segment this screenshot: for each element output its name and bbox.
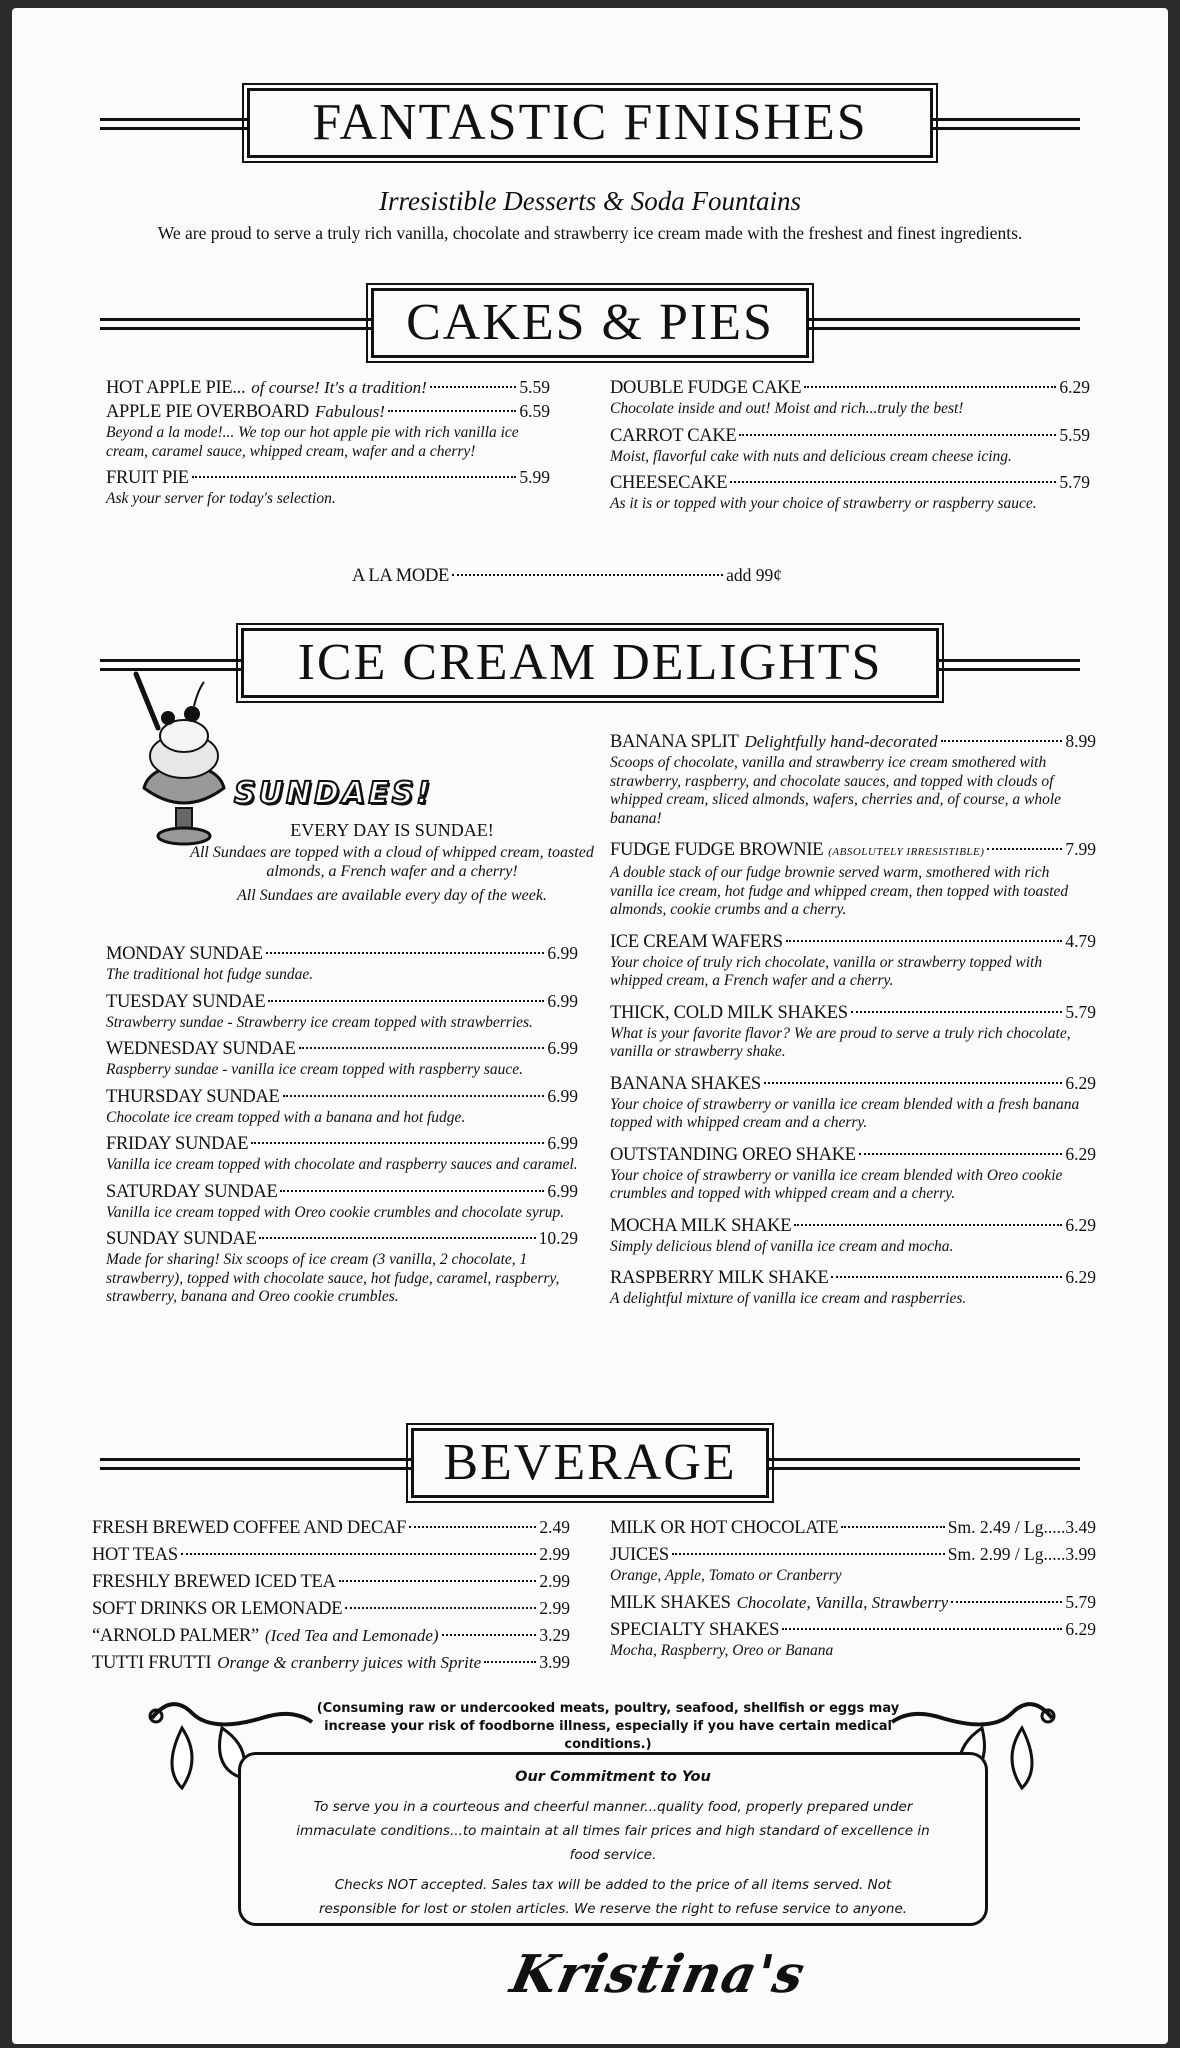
leader-dots [339,1580,537,1582]
menu-item-line [106,376,550,400]
leader-dots [283,1095,545,1097]
leader-dots [941,740,1063,742]
sundaes-note-text: All Sundaes are topped with a cloud of whipped cream, toasted almonds, a French wafer and a cherry! [190,844,594,880]
menu-item [106,376,550,400]
leader-dots [388,410,517,412]
leader-dots [268,1000,544,1002]
menu-item-tagline: Orange & cranberry juices with Sprite [217,1653,482,1672]
leader-dots [764,1082,1063,1084]
menu-item-tagline: Delightfully hand-decorated [744,732,938,751]
sundaes-note2-text: All Sundaes are available every day of the week. [237,887,547,904]
menu-item-line [92,1597,570,1621]
commitment-text-1: To serve you in a courteous and cheerful manner...quality food, properly prepared under immaculate conditions...to maintain at all times fair prices and high standard of excellence in food service. [296,1799,930,1863]
menu-item-name: MONDAY SUNDAE [106,944,263,964]
menu-item-line [106,1132,578,1156]
menu-item [610,1543,1096,1586]
leader-dots [345,1607,536,1609]
menu-item [106,1037,578,1080]
kristinas-logo: Kristina's [505,1944,811,2005]
menu-item-name: TUESDAY SUNDAE [106,991,266,1012]
leader-dots [672,1553,945,1555]
sundaes-note [182,843,602,910]
leader-dots [859,1153,1063,1155]
beverage-banner [12,1428,1168,1500]
menu-item-price: 6.99 [547,1133,578,1153]
menu-item-name: APPLE PIE OVERBOARD [106,402,309,422]
menu-item [106,990,578,1033]
leader-dots [951,1601,1062,1603]
leader-dots [484,1661,536,1663]
menu-item [106,942,578,985]
menu-item-price: 5.79 [1065,1591,1096,1612]
menu-item-name: FUDGE FUDGE BROWNIE [610,840,824,860]
menu-item [610,376,1090,419]
menu-item-description: A delightful mixture of vanilla ice cream and raspberries. [610,1290,967,1307]
menu-item-line [106,1180,578,1204]
menu-item [92,1570,570,1594]
menu-item-price: 2.99 [539,1571,570,1591]
menu-item-line [106,1085,578,1109]
menu-item-line [92,1516,570,1540]
menu-item-line [92,1543,570,1567]
leader-dots [430,386,517,388]
menu-item-price: 5.79 [1059,472,1090,492]
menu-item-name: HOT APPLE PIE... [106,378,246,398]
menu-item-description: What is your favorite flavor? We are proud to serve a truly rich chocolate, vanilla or strawberry shake. [610,1024,1071,1060]
menu-item [106,400,550,461]
cakes-left-column [106,376,550,514]
menu-item-line [106,1037,578,1061]
menu-item-description: Chocolate ice cream topped with a banana and hot fudge. [106,1108,466,1126]
leader-dots [782,1628,1062,1630]
menu-item [610,730,1096,828]
menu-page [12,8,1168,2044]
menu-item [92,1516,570,1540]
menu-item [610,1143,1096,1204]
sundaes-title: SUNDAES! [234,776,433,811]
menu-item-price: 6.99 [547,1180,578,1201]
leader-dots [266,952,545,954]
menu-item-line [106,990,578,1014]
icecream-title: ICE CREAM DELIGHTS [241,628,939,698]
menu-item-line [610,1618,1096,1642]
menu-item [106,1180,578,1223]
menu-item-description: Strawberry sundae - Strawberry ice cream topped with strawberries. [106,1013,533,1031]
menu-item-description: Your choice of strawberry or vanilla ice cream blended with a fresh banana topped with whipped cream and a cherry. [610,1095,1080,1131]
menu-item-line [610,930,1096,954]
menu-item-description: Made for sharing! Six scoops of ice cream (3 vanilla, 2 chocolate, 1 strawberry), topped with chocolate sauce, hot fudge, caramel, raspberry, strawberry, banana and Oreo cookie crumbles. [106,1251,560,1305]
page-subtitle: Irresistible Desserts & Soda Fountains [379,186,801,216]
cakes-right-column [610,376,1090,519]
menu-item-price: 6.29 [1065,1618,1096,1639]
menu-item-price: Sm. 2.99 / Lg.....3.99 [947,1544,1096,1564]
menu-item-line [106,466,550,490]
menu-item [610,1214,1096,1257]
menu-item-line [92,1651,570,1675]
menu-item-description: Simply delicious blend of vanilla ice cream and mocha. [610,1237,954,1255]
commitment-text-2: Checks NOT accepted. Sales tax will be added to the price of all items served. Not responsible for lost or stolen articles. We reserve the right to refuse service to anyone. [318,1877,908,1917]
leader-dots [739,434,1056,436]
menu-item-description: The traditional hot fudge sundae. [106,966,314,983]
menu-item-description: Raspberry sundae - vanilla ice cream topped with raspberry sauce. [106,1061,523,1078]
menu-item-line [106,1227,578,1251]
menu-item-name: OUTSTANDING OREO SHAKE [610,1144,856,1165]
menu-item-name: BANANA SPLIT [610,732,739,752]
menu-item-line [610,424,1090,448]
menu-item [106,466,550,509]
menu-item [106,1132,578,1175]
sundaes-heading [234,776,474,811]
menu-item-name: WEDNESDAY SUNDAE [106,1039,296,1059]
menu-item-name: SOFT DRINKS OR LEMONADE [92,1599,343,1619]
menu-item-description: Scoops of chocolate, vanilla and strawberry ice cream smothered with strawberry, raspberry, and chocolate sauces, and topped with clouds of whipped cream, sliced almonds, wafers, cherries and, of course, a whole banana! [610,754,1062,827]
menu-item [106,1085,578,1128]
menu-item [92,1543,570,1567]
menu-item-description: Vanilla ice cream topped with chocolate and raspberry sauces and caramel. [106,1156,578,1173]
leader-dots [794,1224,1062,1226]
everyday-text: EVERY DAY IS SUNDAE! [290,820,494,840]
menu-item-name: BANANA SHAKES [610,1073,761,1094]
menu-item-tagline: Chocolate, Vanilla, Strawberry [736,1592,949,1612]
menu-item-price: 3.29 [539,1625,570,1645]
menu-item-line [610,730,1096,754]
menu-item-price: 6.29 [1059,377,1090,397]
menu-item-price: 6.59 [519,401,550,421]
menu-item-description: Vanilla ice cream topped with Oreo cookie crumbles and chocolate syrup. [106,1203,565,1221]
menu-item-line [610,471,1090,495]
menu-item-name: HOT TEAS [92,1545,178,1565]
menu-item-line [610,1591,1096,1615]
leader-dots [841,1526,945,1528]
menu-item-name: DOUBLE FUDGE CAKE [610,378,802,398]
menu-item-price: 10.29 [538,1228,578,1248]
alamode-price: add 99¢ [726,565,782,585]
menu-item-description: Your choice of strawberry or vanilla ice cream blended with Oreo cookie crumbles and topped with whipped cream and a cherry. [610,1166,1063,1202]
menu-item-name: TUTTI FRUTTI [92,1653,212,1673]
menu-item-line [610,1001,1096,1025]
leader-dots [831,1276,1062,1278]
menu-item-price: 5.59 [519,377,550,397]
menu-item-line [610,376,1090,400]
menu-item-description: Chocolate inside and out! Moist and rich...truly the best! [610,400,964,417]
menu-item-note: (ABSOLUTELY IRRESISTIBLE) [828,846,985,858]
menu-item-line [610,1516,1096,1540]
commitment-title: Our Commitment to You [515,1769,711,1785]
menu-item-price: 8.99 [1065,731,1096,751]
menu-item [610,838,1096,920]
icecream-right-column [610,730,1096,1319]
leader-dots [299,1047,545,1049]
menu-item-line [92,1624,570,1648]
menu-item-name: CARROT CAKE [610,425,737,446]
foodborne-warning: (Consuming raw or undercooked meats, poultry, seafood, shellfish or eggs may increase your risk of foodborne illness, especially if you have certain medical conditions.) [316,1701,900,1752]
menu-item [610,1591,1096,1615]
sundaes-list [106,942,578,1312]
menu-item-name: FRUIT PIE [106,468,189,488]
menu-item-name: MILK SHAKES [610,1592,731,1613]
menu-item-price: 5.59 [1059,424,1090,445]
menu-item [610,930,1096,991]
leader-dots [786,940,1063,942]
menu-item-name: SUNDAY SUNDAE [106,1229,257,1249]
alamode-name: A LA MODE [352,566,449,586]
menu-item-line [610,838,1096,864]
menu-item-name: JUICES [610,1545,669,1565]
menu-item-price: 6.99 [547,990,578,1011]
commitment-box [238,1752,988,1926]
menu-item-tagline: Fabulous! [314,402,385,421]
menu-item-name: MILK OR HOT CHOCOLATE [610,1518,839,1538]
menu-item [92,1597,570,1621]
menu-item-price: 2.99 [539,1598,570,1618]
menu-item-name: FRIDAY SUNDAE [106,1134,249,1154]
menu-item-description: Orange, Apple, Tomato or Cranberry [610,1567,842,1584]
menu-item [92,1651,570,1675]
menu-item-price: 6.29 [1065,1072,1096,1093]
leader-dots [192,476,517,478]
menu-item-name: FRESHLY BREWED ICED TEA [92,1572,336,1592]
menu-item-name: MOCHA MILK SHAKE [610,1215,792,1236]
menu-item-description: A double stack of our fudge brownie served warm, smothered with rich vanilla ice cream, hot fudge and whipped cream, then topped with toasted almonds, cookie crumbs and a cherry. [610,864,1069,918]
menu-item-name: ICE CREAM WAFERS [610,931,783,952]
menu-item-line [610,1143,1096,1167]
leader-dots [409,1526,536,1528]
sundaes-intro [182,820,602,841]
header-banner [12,88,1168,160]
menu-item-price: 6.29 [1065,1267,1096,1287]
menu-item-price: 5.79 [1065,1001,1096,1022]
menu-item-tagline: (Iced Tea and Lemonade) [264,1626,439,1645]
leader-dots [804,386,1056,388]
menu-item-line [92,1570,570,1594]
menu-item-name: SPECIALTY SHAKES [610,1619,780,1640]
leader-dots [251,1142,544,1144]
menu-item [106,1227,578,1307]
menu-item-price: 4.79 [1065,930,1096,951]
menu-item-description: Moist, flavorful cake with nuts and delicious cream cheese icing. [610,447,1012,465]
menu-item-line [106,942,578,966]
menu-item-name: RASPBERRY MILK SHAKE [610,1268,829,1288]
menu-item [610,471,1090,514]
menu-item [610,1516,1096,1540]
menu-item-price: 2.99 [539,1544,570,1564]
menu-item [92,1624,570,1648]
menu-item-line [610,1214,1096,1238]
menu-item-price: 5.99 [519,467,550,487]
menu-item-name: THICK, COLD MILK SHAKES [610,1002,848,1023]
leader-dots [987,848,1062,850]
leader-dots [259,1237,535,1239]
cakes-title: CAKES & PIES [371,288,809,358]
leader-dots [730,481,1056,483]
menu-item [610,424,1090,467]
menu-item-price: 6.99 [547,943,578,963]
leader-dots [442,1634,537,1636]
alamode-row [352,564,782,588]
menu-item-name: FRESH BREWED COFFEE AND DECAF [92,1518,407,1538]
menu-item-name: CHEESECAKE [610,473,728,493]
menu-item-price: 6.99 [547,1038,578,1058]
menu-item-description: Your choice of truly rich chocolate, vanilla or strawberry topped with whipped cream, a French wafer and a cherry. [610,953,1043,989]
menu-item-price: 6.99 [547,1085,578,1106]
menu-item-description: As it is or topped with your choice of strawberry or raspberry sauce. [610,495,1037,512]
menu-item [610,1001,1096,1062]
leader-dots [851,1011,1063,1013]
menu-item-line [610,1072,1096,1096]
menu-item-tagline: of course! It's a tradition! [251,378,427,397]
menu-item-price: Sm. 2.49 / Lg.....3.49 [947,1517,1096,1537]
menu-item-name: SATURDAY SUNDAE [106,1181,278,1202]
menu-item-description: Ask your server for today's selection. [106,490,336,507]
menu-item-description: Mocha, Raspberry, Oreo or Banana [610,1641,834,1659]
menu-item [610,1072,1096,1133]
menu-item-name: THURSDAY SUNDAE [106,1086,280,1107]
cakes-banner [12,288,1168,360]
leader-dots [181,1553,537,1555]
menu-item [610,1618,1096,1661]
menu-item-line [106,400,550,424]
leader-dots [280,1190,544,1192]
beverage-right-column [610,1516,1096,1665]
beverage-left-column [92,1516,570,1678]
menu-item-price: 2.49 [539,1517,570,1537]
menu-item-description: Beyond a la mode!... We top our hot apple pie with rich vanilla ice cream, caramel sauce, whipped cream, wafer and a cherry! [106,424,519,460]
intro-text: We are proud to serve a truly rich vanilla, chocolate and strawberry ice cream made with the freshest and finest ingredients. [157,223,1023,243]
beverage-title: BEVERAGE [411,1428,769,1498]
menu-item-price: 7.99 [1065,839,1096,859]
menu-item-price: 3.99 [539,1652,570,1672]
page-title: FANTASTIC FINISHES [247,88,933,158]
menu-item-name: “ARNOLD PALMER” [92,1626,259,1646]
menu-item-line [610,1266,1096,1290]
menu-item-line [610,1543,1096,1567]
menu-item-price: 6.29 [1065,1143,1096,1164]
menu-item [610,1266,1096,1309]
menu-item-price: 6.29 [1065,1214,1096,1235]
